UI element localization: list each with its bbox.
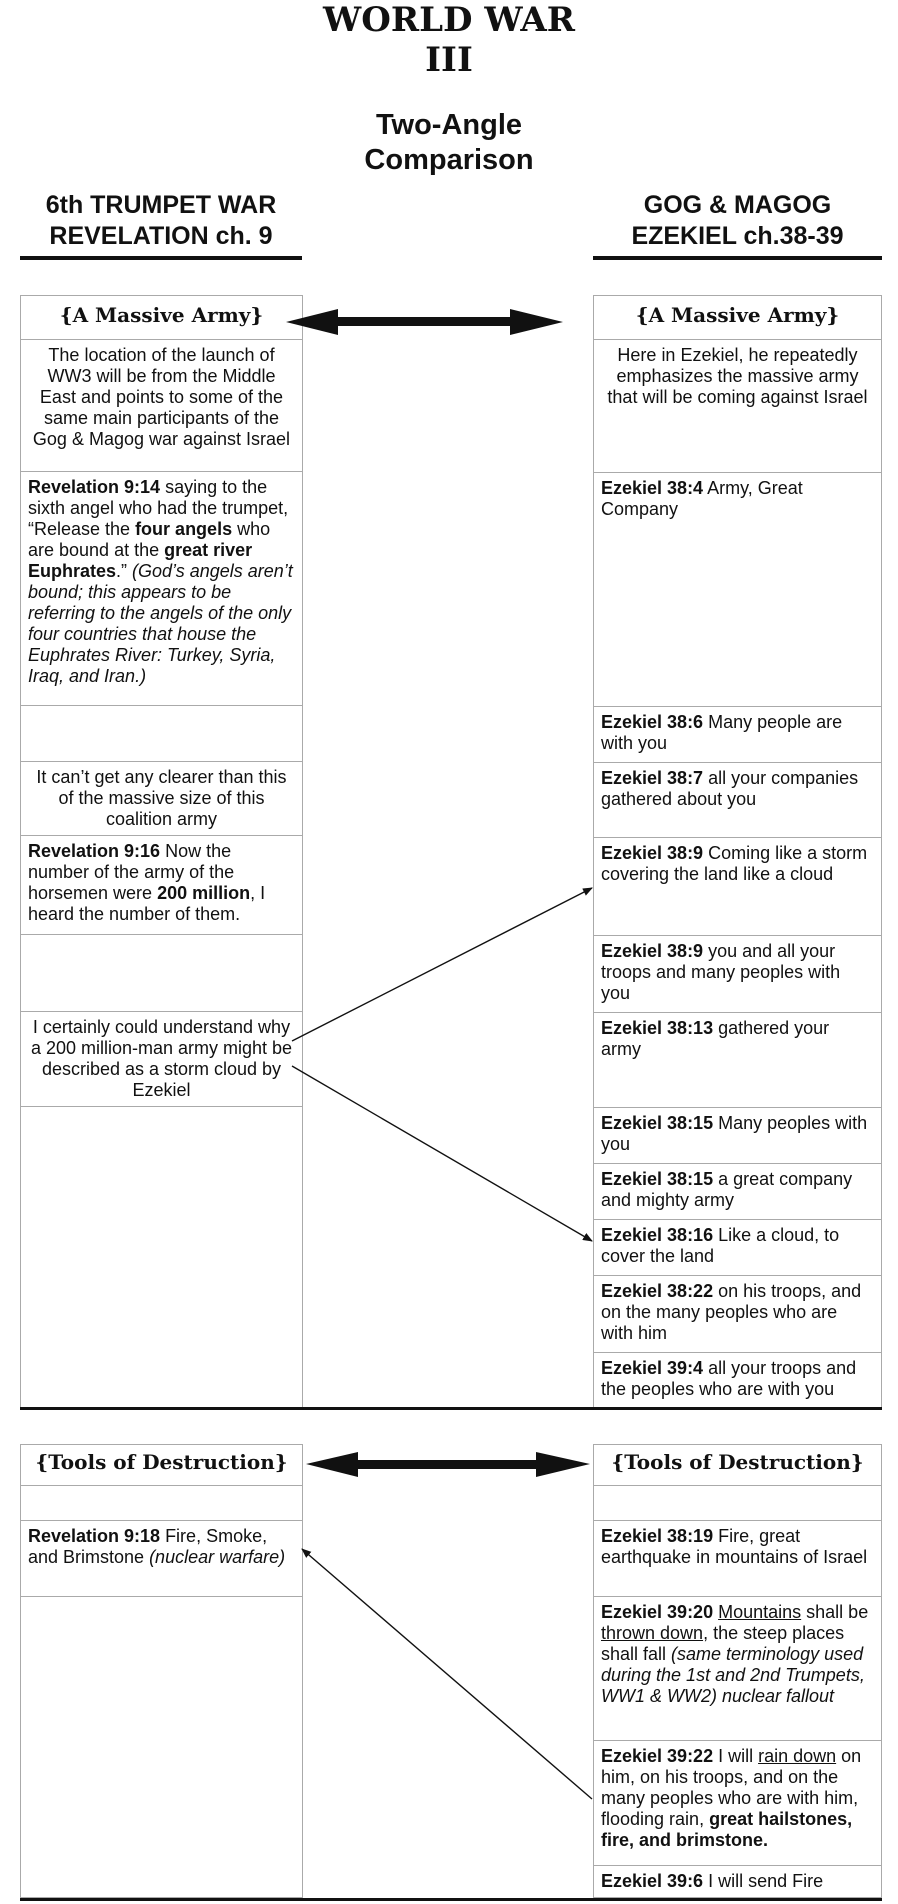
- left-heading-line1: 6th TRUMPET WAR: [45, 191, 277, 219]
- rev-9-16-ref: Revelation 9:16: [28, 841, 161, 861]
- ezek-39-20-underline1: Mountains: [718, 1602, 802, 1622]
- ezek-38-13-text: gathered your army: [601, 1018, 830, 1059]
- ezek-39-22-text1: I will: [713, 1746, 759, 1766]
- arrow-39-22-to-rev-9-18: [302, 1549, 592, 1799]
- rev-9-14-text1: saying to the sixth angel who had the trumpet, “Release the: [28, 477, 289, 539]
- ezek-38-16-ref: Ezekiel 38:16: [601, 1225, 714, 1245]
- ezek-39-22-underline: rain down: [758, 1746, 837, 1766]
- rev-9-14-text3: .”: [116, 561, 133, 581]
- left-clearer-text: It can’t get any clearer than this of the massive size of this coalition army: [36, 767, 287, 829]
- ezek-38-7-ref: Ezekiel 38:7: [601, 768, 704, 788]
- section1-right-heading-text: {A Massive Army}: [635, 303, 840, 327]
- rev-9-16-text2: , I heard the number of them.: [28, 883, 266, 924]
- ezek-38-6-ref: Ezekiel 38:6: [601, 712, 704, 732]
- ezek-38-4-text: Army, Great Company: [601, 478, 803, 519]
- rev-9-14-ref: Revelation 9:14: [28, 477, 161, 497]
- rev-9-16-text1: Now the number of the army of the horsemen were: [28, 841, 235, 903]
- ezek-39-6-ref: Ezekiel 39:6: [601, 1871, 704, 1891]
- left-storm-text: I certainly could understand why a 200 million-man army might be described as a storm cloud by Ezekiel: [30, 1017, 293, 1100]
- ezek-38-15a-text: Many peoples with you: [601, 1113, 868, 1154]
- main-title-line1: WORLD WAR: [323, 0, 575, 40]
- ezek-38-13-ref: Ezekiel 38:13: [601, 1018, 714, 1038]
- section2-left-heading-text: {Tools of Destruction}: [35, 1450, 288, 1474]
- right-heading-line1: GOG & MAGOG: [643, 191, 832, 219]
- ezek-39-20-ref: Ezekiel 39:20: [601, 1602, 714, 1622]
- left-intro-text: The location of the launch of WW3 will be from the Middle East and points to some of the same main participants of the Gog & Magog war against Israel: [32, 345, 291, 449]
- arrow-storm-to-38-9: [292, 888, 592, 1041]
- ezek-38-7-text: all your companies gathered about you: [601, 768, 859, 809]
- rev-9-16-bold: 200 million: [157, 883, 251, 903]
- ezek-39-20-underline2: thrown down: [601, 1623, 704, 1643]
- ezek-39-20-text2: , the steep places shall fall: [601, 1623, 845, 1664]
- ezek-39-6-text: I will send Fire: [703, 1871, 824, 1891]
- section2-right-heading-text: {Tools of Destruction}: [611, 1450, 864, 1474]
- double-arrow-icon-section2: [306, 1452, 590, 1477]
- ezek-38-6-text: Many people are with you: [601, 712, 843, 753]
- ezek-38-9a-text: Coming like a storm covering the land like a cloud: [601, 843, 868, 884]
- left-heading-line2: REVELATION ch. 9: [49, 222, 273, 250]
- ezek-38-22-text: on his troops, and on the many peoples who are with him: [601, 1281, 862, 1343]
- ezek-38-9a-ref: Ezekiel 38:9: [601, 843, 704, 863]
- ezek-39-20-italic: (same terminology used during the 1st and 2nd Trumpets, WW1 & WW2) nuclear fallout: [601, 1644, 865, 1706]
- ezek-38-19-ref: Ezekiel 38:19: [601, 1526, 714, 1546]
- rev-9-18-ref: Revelation 9:18: [28, 1526, 161, 1546]
- ezek-39-4-ref: Ezekiel 39:4: [601, 1358, 704, 1378]
- ezek-39-4-text: all your troops and the peoples who are with you: [601, 1358, 857, 1399]
- main-title-line2: III: [425, 40, 473, 80]
- rev-9-18-italic: (nuclear warfare): [149, 1547, 286, 1567]
- ezek-39-20-text1: shall be: [801, 1602, 869, 1622]
- ezek-38-19-text: Fire, great earthquake in mountains of Israel: [601, 1526, 868, 1567]
- rev-9-18-text: Fire, Smoke, and Brimstone: [28, 1526, 268, 1567]
- section1-left-heading-text: {A Massive Army}: [59, 303, 264, 327]
- ezek-39-22-ref: Ezekiel 39:22: [601, 1746, 714, 1766]
- ezek-38-15b-text: a great company and mighty army: [601, 1169, 853, 1210]
- rev-9-14-italic: (God’s angels aren’t bound; this appears to be referring to the angels of the only four countries that house the Euphrates River: Turkey, Syria, Iraq, and Iran.): [28, 561, 293, 686]
- ezek-38-16-text: Like a cloud, to cover the land: [601, 1225, 840, 1266]
- subtitle-line1: Two-Angle: [375, 109, 523, 141]
- ezek-39-22-bold: great hailstones, fire, and brimstone.: [601, 1809, 853, 1850]
- double-arrow-icon-section1: [286, 309, 563, 335]
- ezek-38-15b-ref: Ezekiel 38:15: [601, 1169, 714, 1189]
- subtitle-line2: Comparison: [364, 144, 534, 176]
- arrow-storm-to-38-16: [292, 1066, 592, 1241]
- ezek-38-9b-ref: Ezekiel 38:9: [601, 941, 704, 961]
- rev-9-14-bold2: great river Euphrates: [28, 540, 253, 581]
- ezek-38-15a-ref: Ezekiel 38:15: [601, 1113, 714, 1133]
- right-heading-line2: EZEKIEL ch.38-39: [631, 222, 844, 250]
- ezek-38-4-ref: Ezekiel 38:4: [601, 478, 704, 498]
- right-intro-text: Here in Ezekiel, he repeatedly emphasizes the massive army that will be coming against Israel: [607, 345, 868, 407]
- rev-9-14-bold1: four angels: [135, 519, 233, 539]
- ezek-38-9b-text: you and all your troops and many peoples with you: [601, 941, 841, 1003]
- ezek-38-22-ref: Ezekiel 38:22: [601, 1281, 714, 1301]
- ezek-39-22-text2: on him, on his troops, and on the many peoples who are with him, flooding rain,: [601, 1746, 862, 1829]
- rev-9-14-text2: who are bound at the: [28, 519, 271, 560]
